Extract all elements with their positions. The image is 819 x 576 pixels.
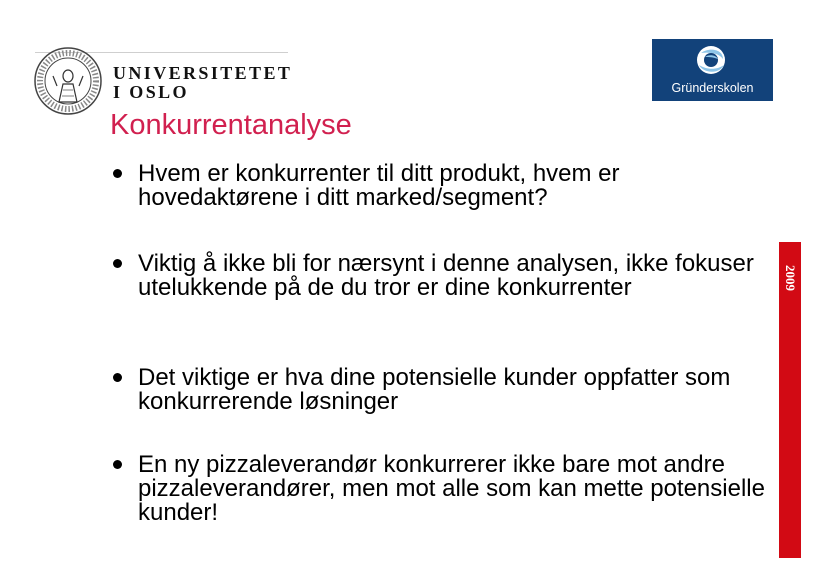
gründerskolen-mark-icon xyxy=(689,43,735,77)
university-name-line1: UNIVERSITETET xyxy=(113,63,293,83)
bullet-text: En ny pizzaleverandør konkurrerer ikke bare mot andre pizzaleverandører, men mot alle som kan mette potensielle kunder! xyxy=(138,451,765,526)
bullet-dot-icon xyxy=(113,169,122,178)
bullet-text: Hvem er konkurrenter til ditt produkt, hvem er hovedaktørene i ditt marked/segment? xyxy=(138,160,620,211)
bullet-dot-icon xyxy=(113,460,122,469)
university-name xyxy=(113,64,292,102)
slide-title: Konkurrentanalyse xyxy=(110,109,352,141)
bullet-text: Viktig å ikke bli for nærsynt i denne analysen, ikke fokuser utelukkende på de du tror er dine konkurrenter xyxy=(138,250,754,301)
gründerskolen-logo xyxy=(652,39,773,101)
bullet-dot-icon xyxy=(113,373,122,382)
bullet-dot-icon xyxy=(113,259,122,268)
uio-seal-icon xyxy=(33,46,103,116)
gründerskolen-logo-text: Gründerskolen xyxy=(671,81,754,95)
bullet-text: Det viktige er hva dine potensielle kunder oppfatter som konkurrerende løsninger xyxy=(138,364,731,415)
university-name-line2: I OSLO xyxy=(113,82,189,102)
side-year-label xyxy=(780,258,800,298)
year-text: 2009 xyxy=(783,265,798,291)
